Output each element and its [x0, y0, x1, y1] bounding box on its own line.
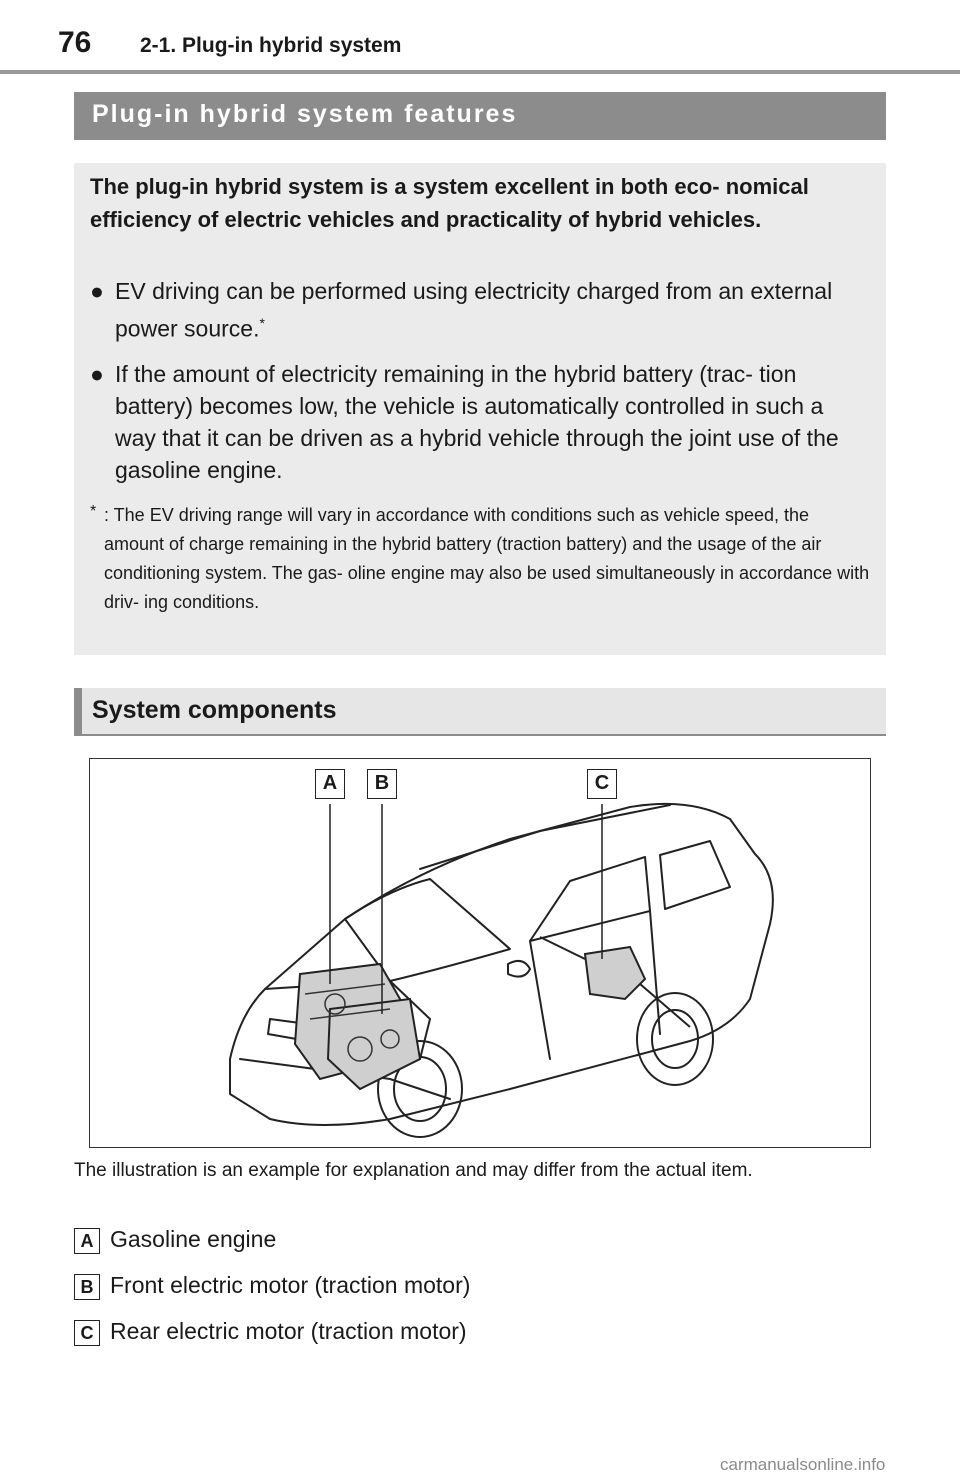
footnote-text: : The EV driving range will vary in accordance with conditions such as vehicle speed, the amount of charge remaining in the hybrid battery (traction battery) and the usage of the air conditioning system. The gas- oline engine may also be used simultaneously in accordance with driv- ing conditions. — [104, 505, 870, 612]
bullet-icon: ● — [90, 278, 104, 304]
features-intro: The plug-in hybrid system is a system excellent in both eco- nomical efficiency of electric vehicles and practicality of hybrid vehicles. — [90, 174, 809, 232]
feature-bullet-text: If the amount of electricity remaining in the hybrid battery (trac- tion battery) becomes low, the vehicle is automatically controlled in such a way that it can be driven as a hybrid vehicle through the joint use of the gasoline engine. — [115, 361, 839, 483]
header-rule — [0, 70, 960, 74]
callout-b: B — [367, 769, 397, 799]
heading-accent — [74, 688, 82, 736]
callout-c: C — [587, 769, 617, 799]
callout-a: A — [315, 769, 345, 799]
footnote-reference: * — [259, 315, 265, 331]
legend-label: Rear electric motor (traction motor) — [110, 1318, 467, 1344]
features-box — [74, 163, 886, 655]
components-heading — [74, 688, 886, 736]
features-heading — [74, 92, 886, 140]
section-title: 2-1. Plug-in hybrid system — [140, 34, 402, 57]
watermark[interactable]: carmanualsonline.info — [720, 1455, 886, 1474]
footnote — [90, 501, 870, 617]
components-heading-text: System components — [92, 696, 337, 724]
legend-label: Gasoline engine — [110, 1226, 277, 1252]
page-header — [0, 0, 960, 76]
legend-key: B — [74, 1274, 100, 1300]
bullet-icon: ● — [90, 361, 104, 387]
page-number: 76 — [58, 26, 92, 59]
illustration-caption: The illustration is an example for explanation and may differ from the actual item. — [74, 1160, 753, 1181]
legend-key: C — [74, 1320, 100, 1346]
legend-key: A — [74, 1228, 100, 1254]
vehicle-drawing — [90, 759, 869, 1146]
feature-bullet — [90, 358, 870, 486]
heading-rule — [74, 734, 886, 736]
footnote-mark: * — [90, 503, 97, 520]
feature-bullet-text: EV driving can be performed using electricity charged from an external power source. — [115, 278, 833, 342]
features-heading-text: Plug-in hybrid system features — [92, 100, 518, 128]
legend-label: Front electric motor (traction motor) — [110, 1272, 471, 1298]
vehicle-illustration — [89, 758, 871, 1148]
feature-bullet — [90, 275, 870, 345]
